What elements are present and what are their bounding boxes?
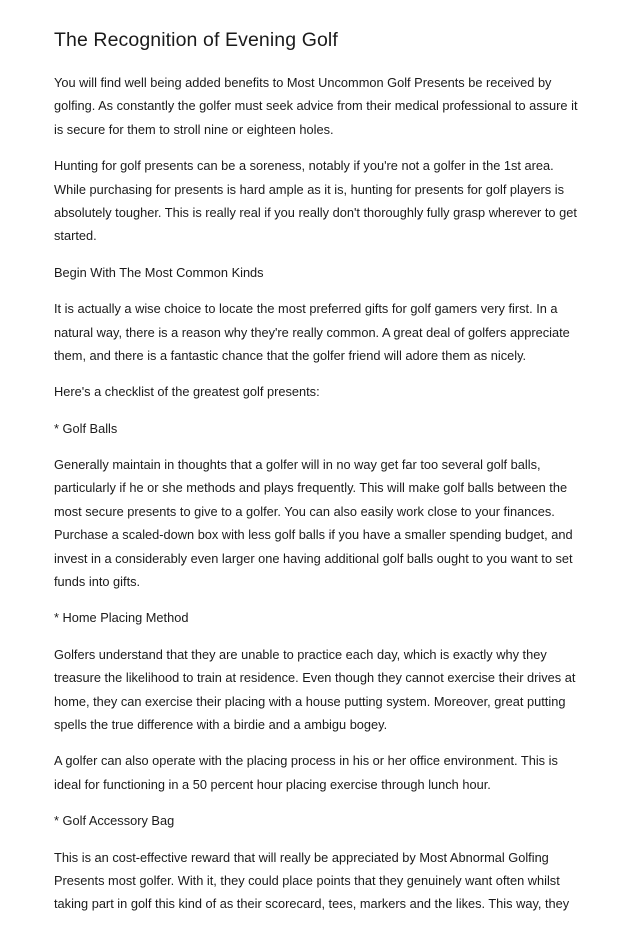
paragraph-line: invest in a considerably even larger one having additional golf balls ought to you want to set	[54, 550, 573, 566]
paragraph	[54, 380, 588, 403]
paragraph-line: taking part in golf this kind of as their scorecard, tees, markers and the likes. This way, they	[54, 896, 570, 912]
paragraph-line: treasure the likelihood to train at residence. Even though they cannot exercise their drives at	[54, 670, 576, 686]
paragraph-line: While purchasing for presents is hard ample as it is, hunting for presents for golf players is	[54, 181, 564, 197]
paragraph-line: ideal for functioning in a 50 percent hour placing exercise through lunch hour.	[54, 776, 491, 792]
paragraph	[54, 643, 588, 737]
paragraph-line: them, and there is a fantastic chance that the golfer friend will adore them as nicely.	[54, 347, 527, 363]
paragraph	[54, 417, 588, 440]
paragraph-line: Begin With The Most Common Kinds	[54, 264, 264, 280]
paragraph	[54, 297, 588, 367]
paragraph	[54, 71, 588, 141]
paragraph-line: Generally maintain in thoughts that a golfer will in no way get far too several golf balls,	[54, 457, 541, 473]
paragraph-line: natural way, there is a reason why they're really common. A great deal of golfers appreciate	[54, 324, 570, 340]
paragraph-list	[54, 71, 588, 916]
paragraph-line: * Golf Balls	[54, 420, 118, 436]
paragraph-line: Hunting for golf presents can be a soreness, notably if you're not a golfer in the 1st area.	[54, 158, 554, 174]
paragraph-line: It is actually a wise choice to locate the most preferred gifts for golf gamers very first. In a	[54, 301, 558, 317]
paragraph	[54, 809, 588, 832]
paragraph-line: You will find well being added benefits to Most Uncommon Golf Presents be received by	[54, 75, 552, 90]
paragraph-line: * Golf Accessory Bag	[54, 813, 175, 829]
paragraph-line: spells the true difference with a birdie and a ambigu bogey.	[54, 716, 388, 732]
document-body	[54, 26, 588, 929]
paragraph-line: * Home Placing Method	[54, 610, 189, 626]
document-title: The Recognition of Evening Golf	[54, 29, 338, 51]
paragraph	[54, 261, 588, 284]
paragraph-line: This is an cost-effective reward that will really be appreciated by Most Abnormal Golfing	[54, 849, 549, 865]
paragraph-line: most secure presents to give to a golfer. You can also easily work close to your finances.	[54, 503, 555, 519]
paragraph-line: absolutely tougher. This is really real if you really don't thoroughly fully grasp wherever to get	[54, 204, 577, 220]
paragraph-line: is secure for them to stroll nine or eighteen holes.	[54, 121, 334, 137]
paragraph	[54, 453, 588, 593]
paragraph-line: Presents most golfer. With it, they could place points that they genuinely want often whilst	[54, 872, 560, 888]
paragraph-line: particularly if he or she methods and plays frequently. This will make golf balls between the	[54, 480, 568, 496]
paragraph	[54, 749, 588, 796]
paragraph-line: Purchase a scaled-down box with less golf balls if you have a smaller spending budget, and	[54, 527, 573, 543]
paragraph-line: funds into gifts.	[54, 574, 141, 590]
paragraph	[54, 154, 588, 248]
paragraph-line: Golfers understand that they are unable to practice each day, which is exactly why they	[54, 646, 547, 662]
paragraph	[54, 846, 588, 916]
paragraph-line: A golfer can also operate with the placing process in his or her office environment. This is	[54, 753, 558, 769]
paragraph-line: home, they can exercise their placing with a house putting system. Moreover, great putting	[54, 693, 566, 709]
paragraph	[54, 606, 588, 629]
paragraph-line: started.	[54, 228, 97, 244]
paragraph-line: Here's a checklist of the greatest golf presents:	[54, 384, 320, 400]
paragraph-line: golfing. As constantly the golfer must seek advice from their medical professional to assure it	[54, 98, 578, 114]
